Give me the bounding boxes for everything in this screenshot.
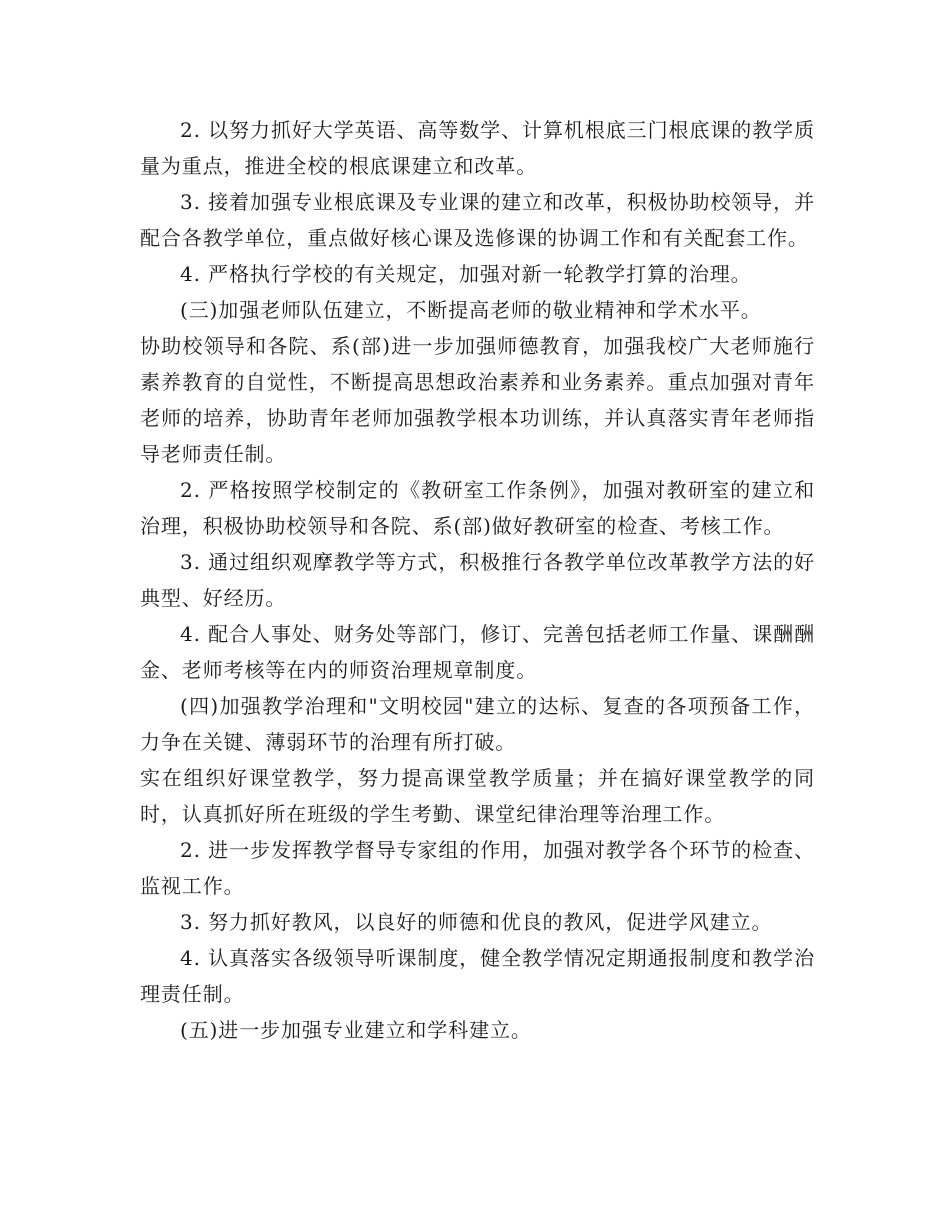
paragraph: 2. 进一步发挥教学督导专家组的作用，加强对教学各个环节的检查、监视工作。: [140, 838, 815, 898]
paragraph: 4. 配合人事处、财务处等部门，修订、完善包括老师工作量、课酬酬金、老师考核等在内的师资治理规章制度。: [140, 622, 815, 682]
paragraph: 2. 严格按照学校制定的《教研室工作条例》，加强对教研室的建立和治理，积极协助校领导和各院、系(部)做好教研室的检查、考核工作。: [140, 478, 815, 538]
section-heading: (三)加强老师队伍建立，不断提高老师的敬业精神和学术水平。: [180, 298, 762, 322]
paragraph: 3. 努力抓好教风，以良好的师德和优良的教风，促进学风建立。: [180, 910, 773, 934]
paragraph: 2. 以努力抓好大学英语、高等数学、计算机根底三门根底课的教学质量为重点，推进全校的根底课建立和改革。: [140, 118, 815, 178]
section-heading: (四)加强教学治理和"文明校园"建立的达标、复查的各项预备工作，力争在关键、薄弱环节的治理有所打破。: [140, 694, 815, 754]
paragraph: 实在组织好课堂教学，努力提高课堂教学质量；并在搞好课堂教学的同时，认真抓好所在班级的学生考勤、课堂纪律治理等治理工作。: [140, 766, 815, 826]
paragraph: 4. 认真落实各级领导听课制度，健全教学情况定期通报制度和教学治理责任制。: [140, 946, 815, 1006]
paragraph: 3. 接着加强专业根底课及专业课的建立和改革，积极协助校领导，并配合各教学单位，重点做好核心课及选修课的协调工作和有关配套工作。: [140, 190, 815, 250]
paragraph: 3. 通过组织观摩教学等方式，积极推行各教学单位改革教学方法的好典型、好经历。: [140, 550, 815, 610]
document-body: [140, 112, 815, 1048]
section-heading: (五)进一步加强专业建立和学科建立。: [180, 1018, 532, 1042]
paragraph: 4. 严格执行学校的有关规定，加强对新一轮教学打算的治理。: [180, 262, 752, 286]
paragraph: 协助校领导和各院、系(部)进一步加强师德教育，加强我校广大老师施行素养教育的自觉性，不断提高思想政治素养和业务素养。重点加强对青年老师的培养，协助青年老师加强教学根本功训练，并认真落实青年老师指导老师责任制。: [140, 334, 815, 466]
